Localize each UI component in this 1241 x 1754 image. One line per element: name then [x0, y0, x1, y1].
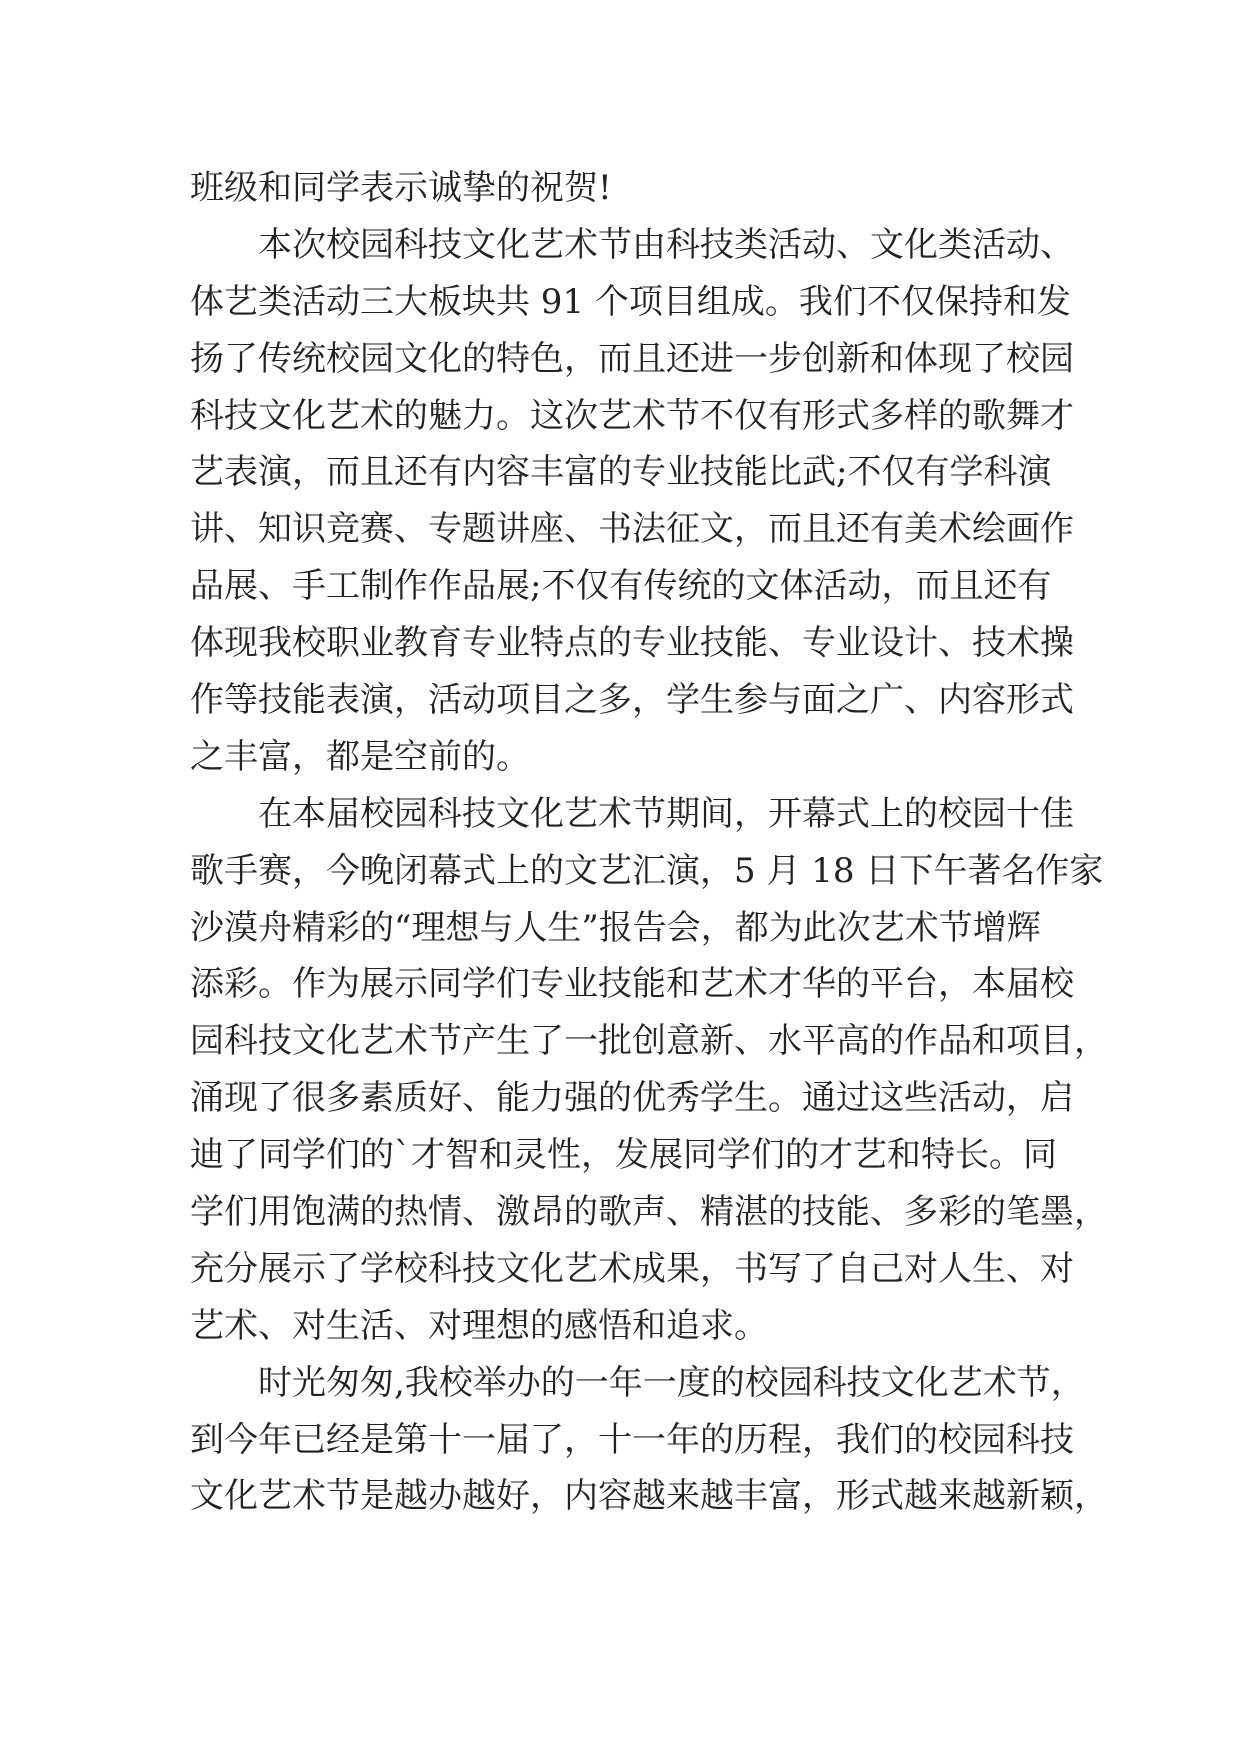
text-line: 时光匆匆,我校举办的一年一度的校园科技文化艺术节，: [190, 1362, 1085, 1403]
text-line: 讲、知识竞赛、专题讲座、书法征文，而且还有美术绘画作: [190, 509, 1074, 550]
text-line: 作等技能表演，活动项目之多，学生参与面之广、内容形式: [190, 680, 1074, 721]
text-line: 充分展示了学校科技文化艺术成果，书写了自己对人生、对: [190, 1248, 1074, 1289]
text-line: 园科技文化艺术节产生了一批创意新、水平高的作品和项目，: [190, 1021, 1108, 1062]
text-line: 涌现了很多素质好、能力强的优秀学生。通过这些活动，启: [190, 1078, 1074, 1119]
text-line: 班级和同学表示诚挚的祝贺!: [190, 168, 612, 208]
text-line: 本次校园科技文化艺术节由科技类活动、文化类活动、: [190, 224, 1074, 265]
text-line: 添彩。作为展示同学们专业技能和艺术才华的平台，本届校: [190, 964, 1074, 1005]
text-line: 在本届校园科技文化艺术节期间，开幕式上的校园十佳: [190, 793, 1074, 834]
body-text: [190, 160, 1108, 1525]
text-line: 体现我校职业教育专业特点的专业技能、专业设计、技术操: [190, 623, 1074, 664]
text-line: 迪了同学们的`才智和灵性，发展同学们的才艺和特长。同: [190, 1135, 1057, 1176]
text-line: 歌手赛，今晚闭幕式上的文艺汇演，5 月 18 日下午著名作家: [190, 850, 1104, 891]
text-line: 沙漠舟精彩的“理想与人生”报告会，都为此次艺术节增辉: [190, 907, 1041, 948]
text-line: 到今年已经是第十一届了，十一年的历程，我们的校园科技: [190, 1419, 1074, 1460]
text-line: 艺表演，而且还有内容丰富的专业技能比武;不仅有学科演: [190, 452, 1052, 493]
text-line: 扬了传统校园文化的特色，而且还进一步创新和体现了校园: [190, 338, 1074, 379]
text-line: 体艺类活动三大板块共 91 个项目组成。我们不仅保持和发: [190, 281, 1071, 322]
text-line: 文化艺术节是越办越好，内容越来越丰富，形式越来越新颖，: [190, 1476, 1108, 1517]
text-line: 品展、手工制作作品展;不仅有传统的文体活动，而且还有: [190, 566, 1052, 607]
text-line: 学们用饱满的热情、激昂的歌声、精湛的技能、多彩的笔墨，: [190, 1192, 1108, 1233]
text-line: 艺术、对生活、对理想的感悟和追求。: [190, 1305, 768, 1346]
text-line: 科技文化艺术的魅力。这次艺术节不仅有形式多样的歌舞才: [190, 395, 1074, 436]
text-line: 之丰富，都是空前的。: [190, 736, 530, 777]
